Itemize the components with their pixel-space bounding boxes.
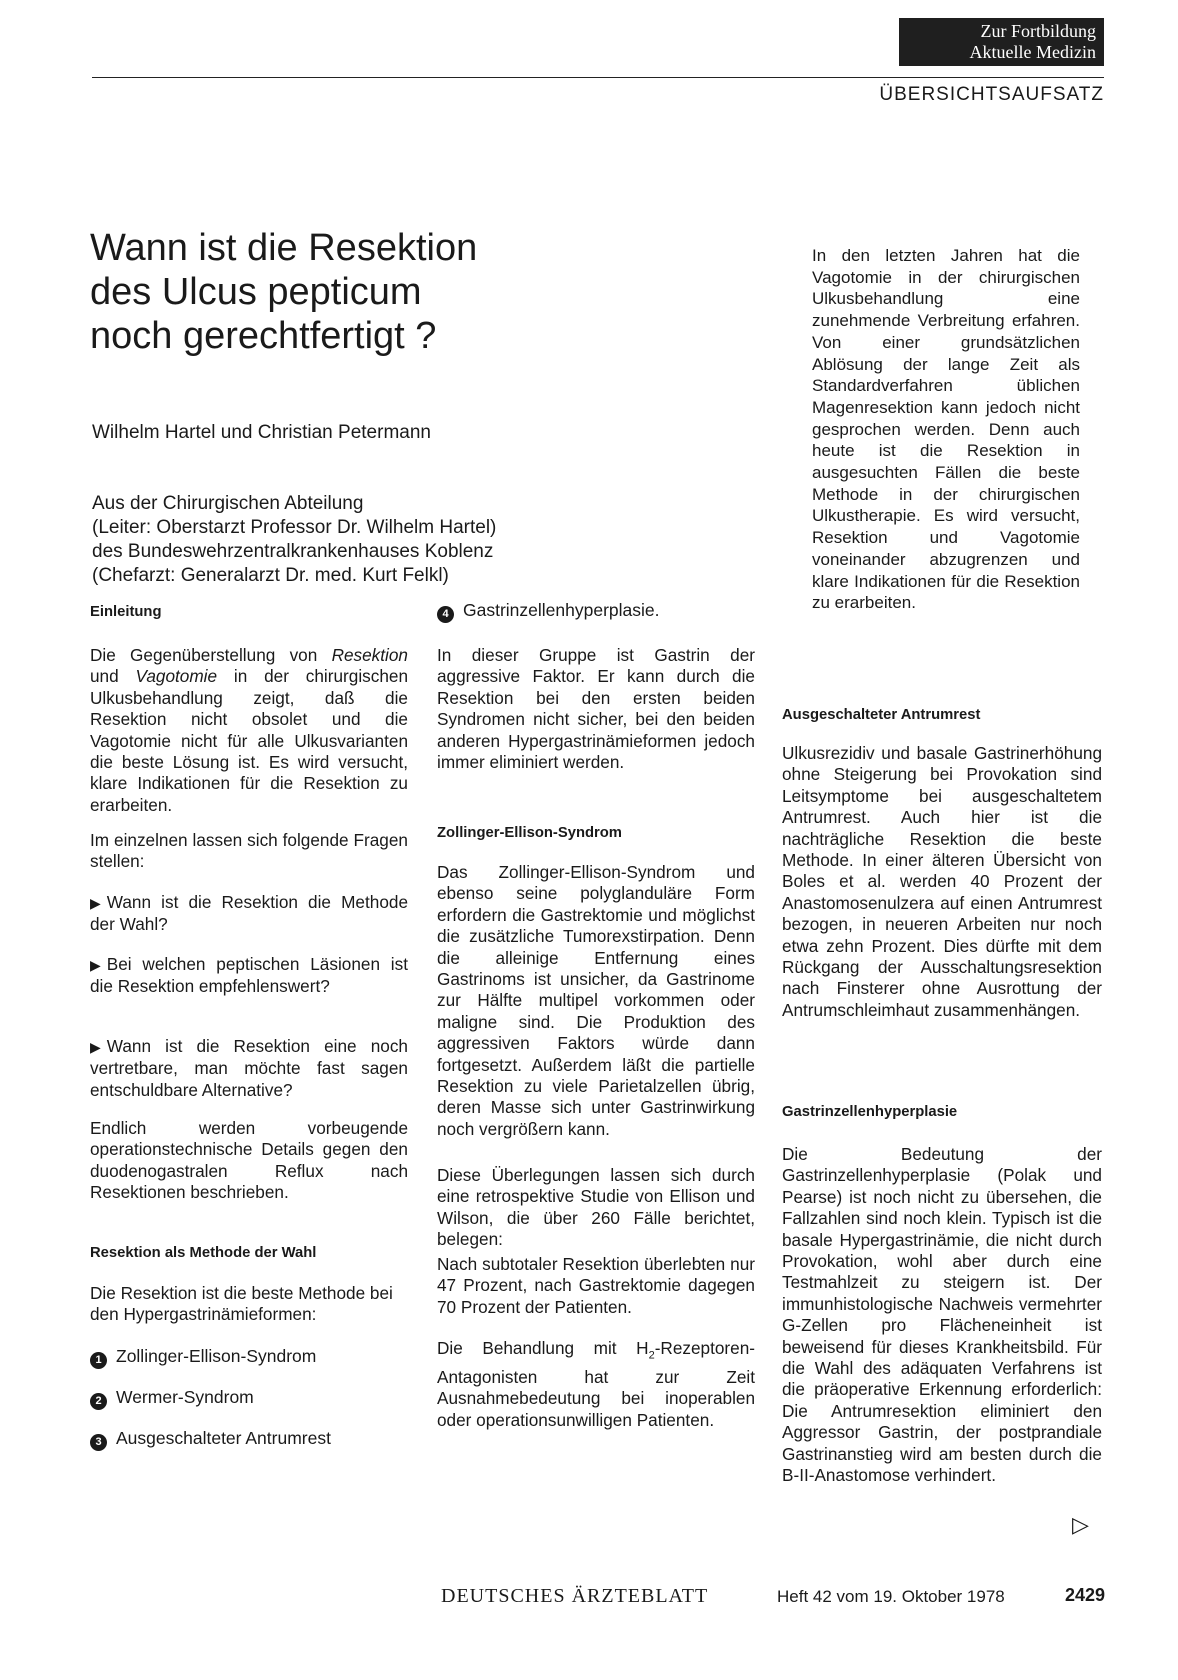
page-number: 2429 (1065, 1585, 1106, 1605)
list-item-label: Wermer-Syndrom (116, 1387, 254, 1407)
list-item-1 (90, 1346, 316, 1369)
paragraph-studie: Diese Überlegungen lassen sich durch eine retrospektive Studie von Ellison und Wilson, die über 260 Fälle berichtet, belegen: (437, 1165, 755, 1250)
paragraph-gastrinzellenhyperplasie: Die Bedeutung der Gastrinzellenhyperplasie (Polak und Pearse) ist noch nicht zu übersehen, die Fallzahlen sind noch klein. Typisch ist die basale Hypergastrinämie, die nicht durch Provokation, wohl aber durch eine Testmahlzeit zu steigern ist. Der immunhistologische Nachweis vermehrter G-Zellen pro Flächeneinheit ist beweisend für dieses Krankheitsbild. Für die Wahl des adäquaten Verfahrens ist die präoperative Erkennung erforderlich: Die Antrumresektion eliminiert den Aggressor Gastrin, der postprandiale Gastrinanstieg wird am besten durch die B-II-Anastomose verhindert. (782, 1144, 1102, 1486)
list-item-4 (437, 600, 660, 623)
paragraph-einleitung (90, 645, 408, 816)
triangle-bullet-icon: ▶ (90, 1039, 101, 1055)
question-2 (90, 954, 408, 998)
paragraph-fragen: Im einzelnen lassen sich folgende Fragen stellen: (90, 830, 408, 872)
question-2-text: Bei welchen peptischen Läsionen ist die Resektion empfehlenswert? (90, 954, 408, 997)
triangle-bullet-icon: ▶ (90, 895, 101, 911)
abstract: In den letzten Jahren hat die Vagotomie in der chirurgischen Ulkusbehandlung eine zunehmende Verbreitung erfahren. Von einer grundsätzlichen Ablösung der lange Zeit als Standardverfahren üblichen Magenresektion kann jedoch nicht gesprochen werden. Denn auch heute ist die Resektion in ausgesuchten Fällen die beste Methode in der chirurgischen Ulkustherapie. Es wird versucht, Resektion und Vagotomie voneinander abzugrenzen und klare Indikationen für die Resektion zu erarbeiten. (812, 246, 1080, 613)
question-1 (90, 892, 408, 936)
number-badge-icon: 4 (437, 606, 454, 623)
list-item-2 (90, 1387, 254, 1410)
question-3 (90, 1036, 408, 1101)
header-rule (92, 77, 1104, 78)
journal-name: DEUTSCHES ÄRZTEBLATT (441, 1585, 709, 1607)
issue-info: Heft 42 vom 19. Oktober 1978 (777, 1587, 1005, 1606)
paragraph-zollinger-ellison: Das Zollinger-Ellison-Syndrom und ebenso seine polyglanduläre Form erfordern die Gastrektomie und möglichst die zusätzliche Tumorexstirpation. Denn die alleinige Entfernung eines Gastrinoms ist unsicher, da Gastrinome zur Hälfte multipel vorkommen oder maligne sind. Die Produktion des aggressiven Faktors würde dann fortgesetzt. Außerdem läßt die partielle Resektion zu viele Parietalzellen übrig, deren Masse sich unter Gastrinwirkung noch vergrößern kann. (437, 862, 755, 1139)
emphasis-vagotomie: Vagotomie (135, 666, 218, 687)
heading-resektion-methode: Resektion als Methode der Wahl (90, 1245, 317, 1261)
badge-line-1: Zur Fortbildung (980, 21, 1096, 41)
question-1-text: Wann ist die Resektion die Methode der Wahl? (90, 892, 408, 935)
affiliation-line-3: des Bundeswehrzentralkrankenhauses Koblenz (92, 541, 494, 562)
question-3-text: Wann ist die Resektion eine noch vertretbare, man möchte fast sagen entschuldbare Alternative? (90, 1036, 408, 1100)
subscript: 2 (648, 1349, 655, 1362)
text-segment: Die Gegenüberstellung von (90, 645, 332, 665)
list-item-label: Ausgeschalteter Antrumrest (116, 1428, 331, 1448)
paragraph-hypergastrinaemie: Die Resektion ist die beste Methode bei den Hypergastrinämieformen: (90, 1283, 393, 1325)
title-line-3: noch gerechtfertigt ? (90, 315, 437, 357)
text-segment: Die Behandlung mit H (437, 1338, 649, 1358)
paragraph-antrumrest: Ulkusrezidiv und basale Gastrinerhöhung ohne Steigerung bei Provokation sind Leitsymptome bei ausgeschaltetem Antrumrest. Auch hier ist die nachträgliche Resektion die beste Methode. In einer älteren Übersicht von Boles et al. werden 40 Prozent der Anastomosenulzera auf einen Antrumrest bezogen, in neueren Arbeiten nur noch etwa zehn Prozent. Dies dürfte mit dem Rückgang der Ausschaltungsresektion nach Finsterer ohne Ausrottung der Antrumschleimhaut zusammenhängen. (782, 743, 1102, 1020)
text-segment: und (90, 666, 136, 687)
heading-gastrinzellenhyperplasie: Gastrinzellenhyperplasie (782, 1104, 958, 1120)
paragraph-ueberleben: Nach subtotaler Resektion überlebten nur 47 Prozent, nach Gastrektomie dagegen 70 Prozent der Patienten. (437, 1254, 755, 1317)
list-item-label: Zollinger-Ellison-Syndrom (116, 1346, 317, 1366)
article-title (90, 226, 610, 358)
emphasis-resektion: Resektion (331, 645, 408, 665)
number-badge-icon: 1 (90, 1352, 107, 1369)
badge-line-2: Aktuelle Medizin (969, 42, 1096, 62)
paragraph-reflux: Endlich werden vorbeugende operationstechnische Details gegen den duodenogastralen Reflux nach Resektionen beschrieben. (90, 1118, 408, 1203)
number-badge-icon: 3 (90, 1434, 107, 1451)
affiliation (92, 492, 496, 588)
heading-antrumrest: Ausgeschalteter Antrumrest (782, 707, 981, 723)
triangle-bullet-icon: ▶ (90, 957, 101, 973)
paragraph-h2-antagonisten (437, 1338, 755, 1431)
paragraph-gastrin-faktor: In dieser Gruppe ist Gastrin der aggressive Faktor. Er kann durch die Resektion bei den ersten beiden Syndromen nicht sicher, bei den beiden anderen Hypergastrinämieformen jedoch immer eliminiert werden. (437, 645, 755, 773)
heading-einleitung: Einleitung (90, 604, 162, 620)
list-item-label: Gastrinzellenhyperplasie. (463, 600, 660, 620)
text-segment: in der chirurgischen Ulkusbehandlung zeigt, daß die Resektion nicht obsolet und die Vagotomie nicht für alle Ulkusvarianten die beste Lösung ist. Es wird versucht, klare Indikationen für die Resektion zu erarbeiten. (90, 666, 408, 815)
affiliation-line-4: (Chefarzt: Generalarzt Dr. med. Kurt Felkl) (92, 565, 449, 586)
authors: Wilhelm Hartel und Christian Petermann (92, 422, 431, 443)
section-label: ÜBERSICHTSAUFSATZ (879, 84, 1104, 105)
number-badge-icon: 2 (90, 1393, 107, 1410)
list-item-3 (90, 1428, 331, 1451)
continue-arrow-icon: ▷ (1072, 1512, 1089, 1537)
title-line-1: Wann ist die Resektion (90, 227, 478, 269)
affiliation-line-1: Aus der Chirurgischen Abteilung (92, 493, 364, 514)
title-line-2: des Ulcus pepticum (90, 271, 422, 313)
affiliation-line-2: (Leiter: Oberstarzt Professor Dr. Wilhelm Hartel) (92, 517, 497, 538)
section-badge (899, 18, 1104, 66)
text-segment: -Rezeptoren-Antagonisten hat zur Zeit Ausnahmebedeutung bei inoperablen oder operationsunwilligen Patienten. (437, 1338, 755, 1430)
heading-zollinger-ellison: Zollinger-Ellison-Syndrom (437, 825, 622, 841)
